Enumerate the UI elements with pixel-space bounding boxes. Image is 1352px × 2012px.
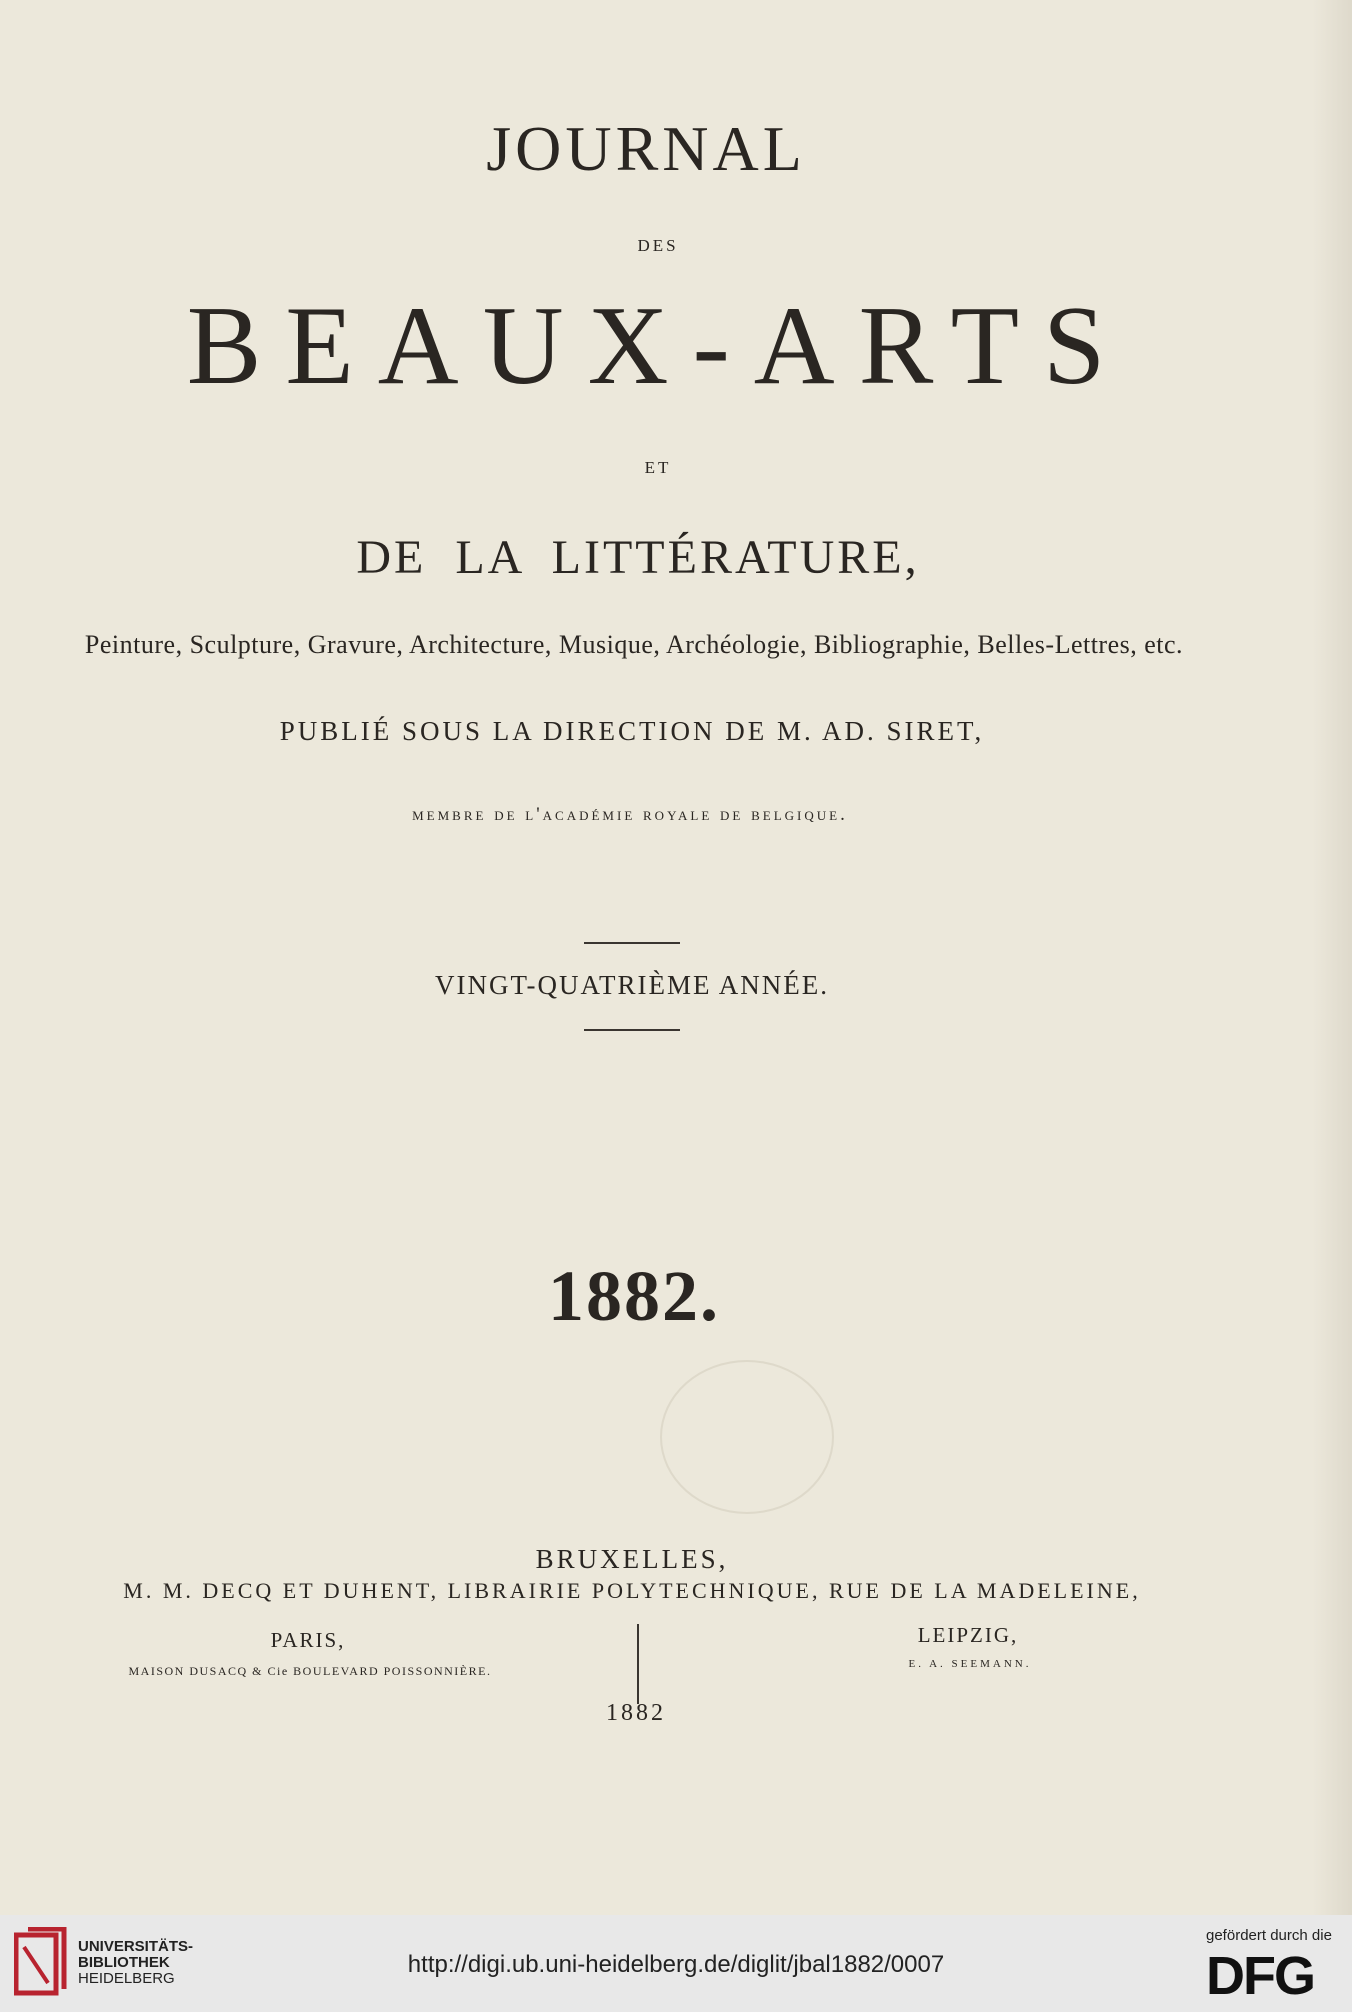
imprint-paris-publisher: MAISON DUSACQ & Cie BOULEVARD POISSONNIÈRE. (128, 1664, 492, 1678)
et-word: ET (644, 458, 672, 477)
imprint-leipzig: LEIPZIG, (917, 1623, 1019, 1647)
des-word: DES (637, 236, 679, 255)
editor-line: PUBLIÉ SOUS LA DIRECTION DE M. AD. SIRET, (279, 716, 985, 746)
page-fold-shadow (1312, 0, 1352, 1915)
litterature-title: DE LA LITTÉRATURE, (356, 531, 920, 584)
rule-top (584, 942, 680, 944)
digitization-footer (0, 1915, 1352, 2012)
imprint-year: 1882 (606, 1700, 666, 1726)
library-name-line1: UNIVERSITÄTS- (78, 1938, 194, 1955)
imprint-leipzig-publisher: E. A. SEEMANN. (908, 1658, 1032, 1670)
funded-by-label: gefördert durch die (1206, 1927, 1332, 1944)
permalink-url[interactable]: http://digi.ub.uni-heidelberg.de/diglit/jbal1882/0007 (407, 1951, 945, 1978)
library-name-line2: BIBLIOTHEK (78, 1954, 170, 1971)
dfg-logo[interactable]: DFG (1206, 1946, 1314, 2006)
rule-bottom (584, 1029, 680, 1031)
imprint-publisher: M. M. DECQ ET DUHENT, LIBRAIRIE POLYTECHNIQUE, RUE DE LA MADELEINE, (123, 1578, 1141, 1603)
imprint-city: BRUXELLES, (535, 1544, 729, 1574)
imprint-paris: PARIS, (270, 1628, 346, 1652)
volume-year-line: VINGT-QUATRIÈME ANNÉE. (435, 970, 829, 1000)
beaux-arts-title: BEAUX-ARTS (186, 284, 1130, 408)
imprint-divider (637, 1624, 639, 1704)
member-line: membre de l'académie royale de belgique. (412, 804, 848, 825)
publication-year: 1882. (548, 1256, 720, 1336)
subjects-line: Peinture, Sculpture, Gravure, Architecture, Musique, Archéologie, Bibliographie, Belles-Lettres, etc. (84, 630, 1184, 659)
journal-title: JOURNAL (486, 113, 806, 184)
faded-library-stamp (660, 1360, 834, 1514)
library-name-line3: HEIDELBERG (78, 1970, 175, 1987)
